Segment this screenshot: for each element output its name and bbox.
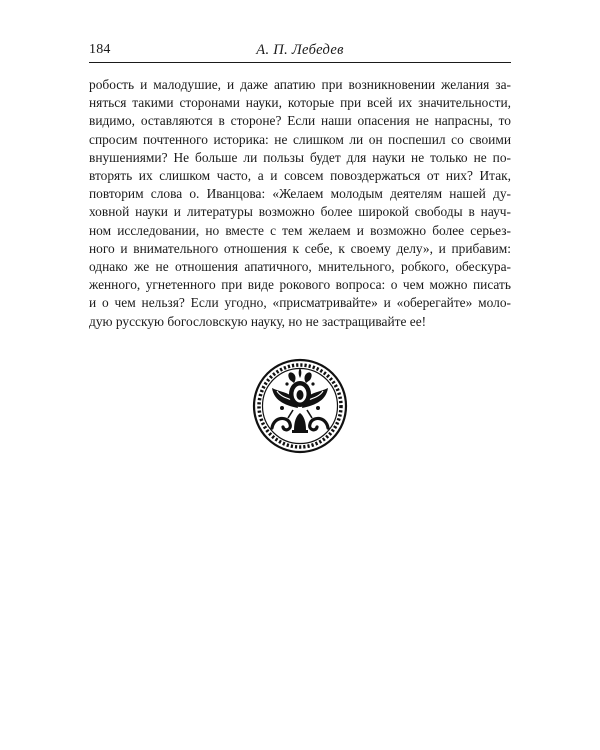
text-line: и о чем нельзя? Если угодно, «присматривайте» и «оберегайте» моло-: [89, 295, 511, 311]
text-line: женного, угнетенного при виде рокового вопроса: о чем можно писать: [89, 277, 511, 293]
text-line: дую русскую богословскую науку, но не застращивайте ее!: [89, 313, 427, 329]
text-line: вторять их слишком часто, а и совсем повоздержаться от них? Итак,: [89, 168, 511, 184]
text-line: ного и внимательного отношения к себе, к своему делу», и прибавим:: [89, 240, 511, 256]
text-line: няться такими сторонами науки, которые при всей их значительности,: [89, 95, 511, 111]
floral-medallion-icon: [252, 358, 348, 454]
text-line: внушениями? Не больше ли пользы будет для науки не только не по-: [89, 149, 511, 165]
text-line: видимо, оставляются в стороне? Если наши опасения не напрасны, то: [89, 113, 511, 129]
page-number: 184: [89, 42, 111, 57]
page-header: [89, 40, 511, 63]
text-line: робость и малодушие, и даже апатию при возникновении желания за-: [89, 77, 511, 92]
text-line: ном исследовании, но вместе с тем желаем и возможно более серьез-: [89, 222, 511, 238]
text-line: однако же не отношения апатичного, мнительного, робкого, обескура-: [89, 259, 511, 275]
text-line: спросим почтенного историка: не слишком ли он поспешил со своими: [89, 131, 511, 147]
running-head: А. П. Лебедев: [256, 42, 344, 58]
body-text: [89, 76, 511, 331]
text-line: ховной науки и литературы возможно более широкой свободы в науч-: [89, 204, 511, 220]
text-line: повторим слова о. Иванцова: «Желаем молодым деятелям нашей ду-: [89, 186, 511, 202]
